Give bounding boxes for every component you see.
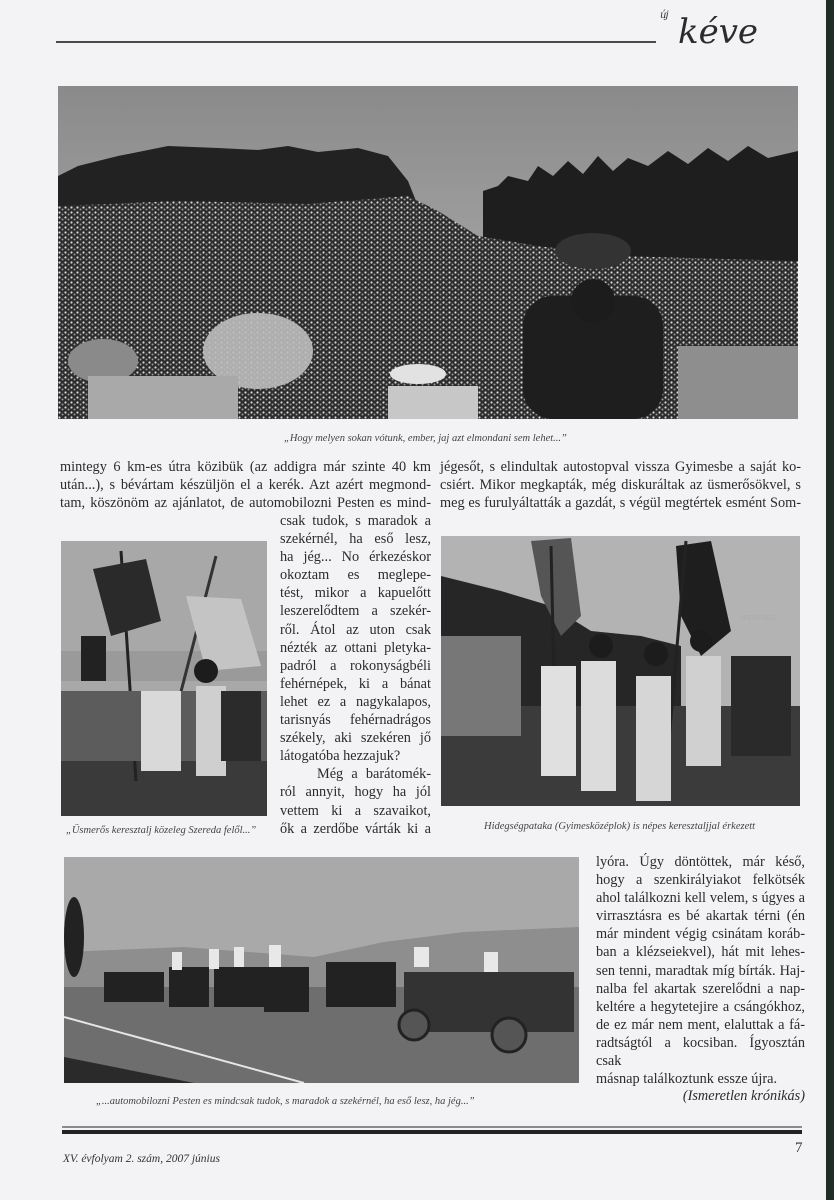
article-right-bottom (596, 853, 805, 1088)
photo-horses (64, 857, 579, 1083)
text-line: ha jég... No érkezéskor (280, 549, 431, 566)
article-left-top (60, 458, 431, 512)
text-line: Még a barátomék- (317, 766, 431, 783)
text-line: de ez már nem ment, elaluttak a fá- (596, 1016, 805, 1033)
header-rule (56, 41, 656, 43)
text-line: látogatóba hezzajuk? (280, 748, 401, 765)
sign-hidegseg: HIDEGSÉG (741, 614, 776, 622)
article-right-top (440, 458, 801, 512)
photo-banners-right (441, 536, 800, 806)
text-line: tam, köszönöm az ajánlatot, de automobilozni Pesten es mind- (60, 495, 431, 512)
text-line: ők a zerdőbe várták ki a (280, 820, 431, 837)
text-line: nézték az ottani pletyka- (280, 639, 431, 656)
text-line: csak tudok, s maradok a (280, 513, 431, 529)
caption-banners-left: „Üsmerős keresztalj közeleg Szereda felől...” (66, 825, 257, 836)
text-line: ről. Átol az uton csak (280, 621, 431, 638)
article-left-narrow (280, 512, 431, 838)
text-line: meg es furulyáltatták a gazdát, s végül megtértek esmént Som- (440, 495, 801, 512)
text-line: jégesőt, s elindultak autostopval vissza Gyimesbe a saját ko- (440, 459, 801, 475)
magazine-logo (628, 8, 798, 52)
article-signature: (Ismeretlen krónikás) (682, 1088, 805, 1104)
scan-edge (826, 0, 834, 1200)
text-line: leszerelődtem a szekér- (280, 603, 431, 620)
text-line: ahol találkozni kell velem, s úgyes a (596, 890, 805, 907)
text-line: székely, aki szekéren jő (280, 730, 431, 747)
caption-horses: „...automobilozni Pesten es mindcsak tudok, s maradok a szekérnél, ha eső lesz, ha jég...” (96, 1096, 475, 1107)
text-line: lehet ez a nagykalapos, (280, 693, 431, 710)
text-line: ban a klézseiekvel), hát mit lehes- (596, 944, 805, 961)
text-line: keltére a hegytetejire a csángókhoz, (596, 998, 805, 1015)
text-line: okoztam es meglepe- (280, 567, 431, 584)
text-line: tarisnyás fehérnadrágos (280, 712, 431, 729)
photo-banners-left (61, 541, 267, 816)
logo-small-text: új (660, 10, 668, 21)
text-line: sen tenni, maradtak míg bírták. Haj- (596, 962, 805, 979)
issue-info: XV. évfolyam 2. szám, 2007 június (63, 1153, 220, 1165)
text-line: radtságtól a kocsiban. Ígyosztán csak (596, 1034, 805, 1070)
page-number: 7 (795, 1140, 803, 1156)
logo-main-text: kéve (678, 12, 759, 52)
text-line: virrasztásra es bé akartak térni (én (596, 908, 805, 925)
text-line: hogy a szenkirályiakot felkötsék (596, 872, 805, 889)
text-line: fehérnépek, ki a bánat (280, 675, 431, 692)
text-line: után...), s bévártam készüljön el a kerék. Azt azért megmond- (60, 477, 431, 494)
text-line: szekérnél, ha eső lesz, (280, 531, 431, 548)
text-line: vettem ki a szavaikot, (280, 802, 431, 819)
text-line: másnap találkoztunk essze újra. (596, 1071, 778, 1088)
text-line: mintegy 6 km-es útra közibük (az addigra már szinte 40 km (60, 459, 431, 475)
text-line: ról annyit, hogy ha jól (280, 784, 431, 801)
footer-rule (62, 1126, 802, 1134)
text-line: tést, mikor a kapuelőtt (280, 585, 431, 602)
caption-banners-right: Hidegségpataka (Gyimesközéplok) is népes keresztaljjal érkezett (484, 821, 756, 832)
text-line: már mindent végig csinátam koráb- (596, 926, 805, 943)
text-line: lyóra. Úgy döntöttek, már késő, (596, 854, 805, 870)
caption-crowd: „Hogy melyen sokan vótunk, ember, jaj azt elmondani sem lehet...” (284, 433, 567, 444)
text-line: csiért. Mikor megkapták, még diskuráltak az üsmerősökvel, s (440, 477, 801, 494)
text-line: nalba fel akartak szerelődni a nap- (596, 980, 805, 997)
text-line: padról a rokonyságbéli (280, 657, 431, 674)
photo-crowd (58, 86, 798, 419)
